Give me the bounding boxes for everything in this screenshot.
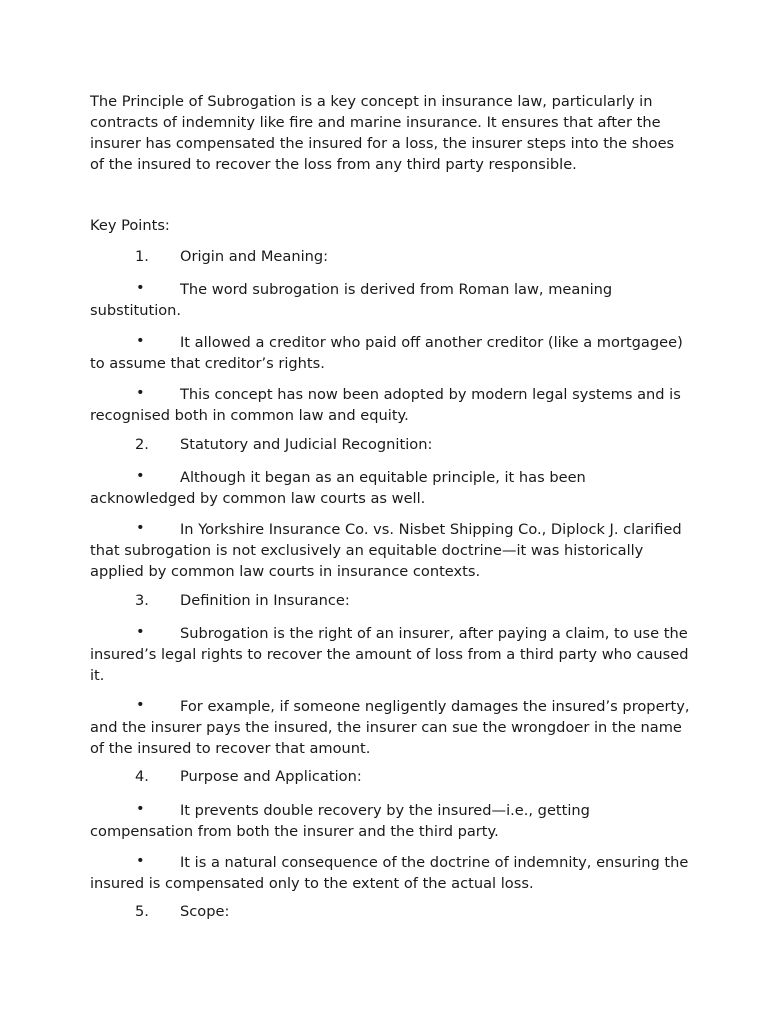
- section-number: 2.: [135, 436, 149, 453]
- bullet-icon: •: [136, 332, 145, 349]
- bullet-icon: •: [136, 623, 145, 640]
- intro-paragraph: The Principle of Subrogation is a key concept in insurance law, particularly in contracts of indemnity like fire and marine insurance. It ensures that after the insurer has compensated the insured for a loss, the insurer steps into the shoes of the insured to recover the loss from any third party responsible.: [90, 93, 675, 173]
- key-points-heading: Key Points:: [90, 217, 170, 234]
- section-title: Origin and Meaning:: [180, 248, 329, 265]
- section-title: Scope:: [180, 903, 230, 920]
- section-number: 4.: [135, 768, 149, 785]
- bullet-icon: •: [136, 696, 145, 713]
- bullet-text: This concept has now been adopted by modern legal systems and is recognised both in common law and equity.: [90, 386, 681, 424]
- bullet-text: In Yorkshire Insurance Co. vs. Nisbet Shipping Co., Diplock J. clarified that subrogation is not exclusively an equitable doctrine—it was historically applied by common law courts in insurance contexts.: [90, 521, 682, 580]
- section-number: 5.: [135, 903, 149, 920]
- bullet-text: It prevents double recovery by the insured—i.e., getting compensation from both the insurer and the third party.: [90, 802, 590, 840]
- section-title: Statutory and Judicial Recognition:: [180, 436, 433, 453]
- bullet-icon: •: [136, 384, 145, 401]
- section-title: Purpose and Application:: [180, 768, 362, 785]
- bullet-icon: •: [136, 279, 145, 296]
- bullet-icon: •: [136, 519, 145, 536]
- bullet-text: It is a natural consequence of the doctrine of indemnity, ensuring the insured is compensated only to the extent of the actual loss.: [90, 854, 689, 892]
- bullet-icon: •: [136, 467, 145, 484]
- section-number: 1.: [135, 248, 149, 265]
- section-number: 3.: [135, 592, 149, 609]
- bullet-icon: •: [136, 800, 145, 817]
- bullet-text: For example, if someone negligently damages the insured’s property, and the insurer pays the insured, the insurer can sue the wrongdoer in the name of the insured to recover that amount.: [90, 698, 690, 757]
- bullet-icon: •: [136, 852, 145, 869]
- bullet-text: Subrogation is the right of an insurer, after paying a claim, to use the insured’s legal rights to recover the amount of loss from a third party who caused it.: [90, 625, 689, 684]
- bullet-text: The word subrogation is derived from Roman law, meaning substitution.: [90, 281, 613, 319]
- section-title: Definition in Insurance:: [180, 592, 350, 609]
- bullet-text: It allowed a creditor who paid off another creditor (like a mortgagee) to assume that creditor’s rights.: [90, 334, 683, 372]
- bullet-text: Although it began as an equitable principle, it has been acknowledged by common law courts as well.: [90, 469, 586, 507]
